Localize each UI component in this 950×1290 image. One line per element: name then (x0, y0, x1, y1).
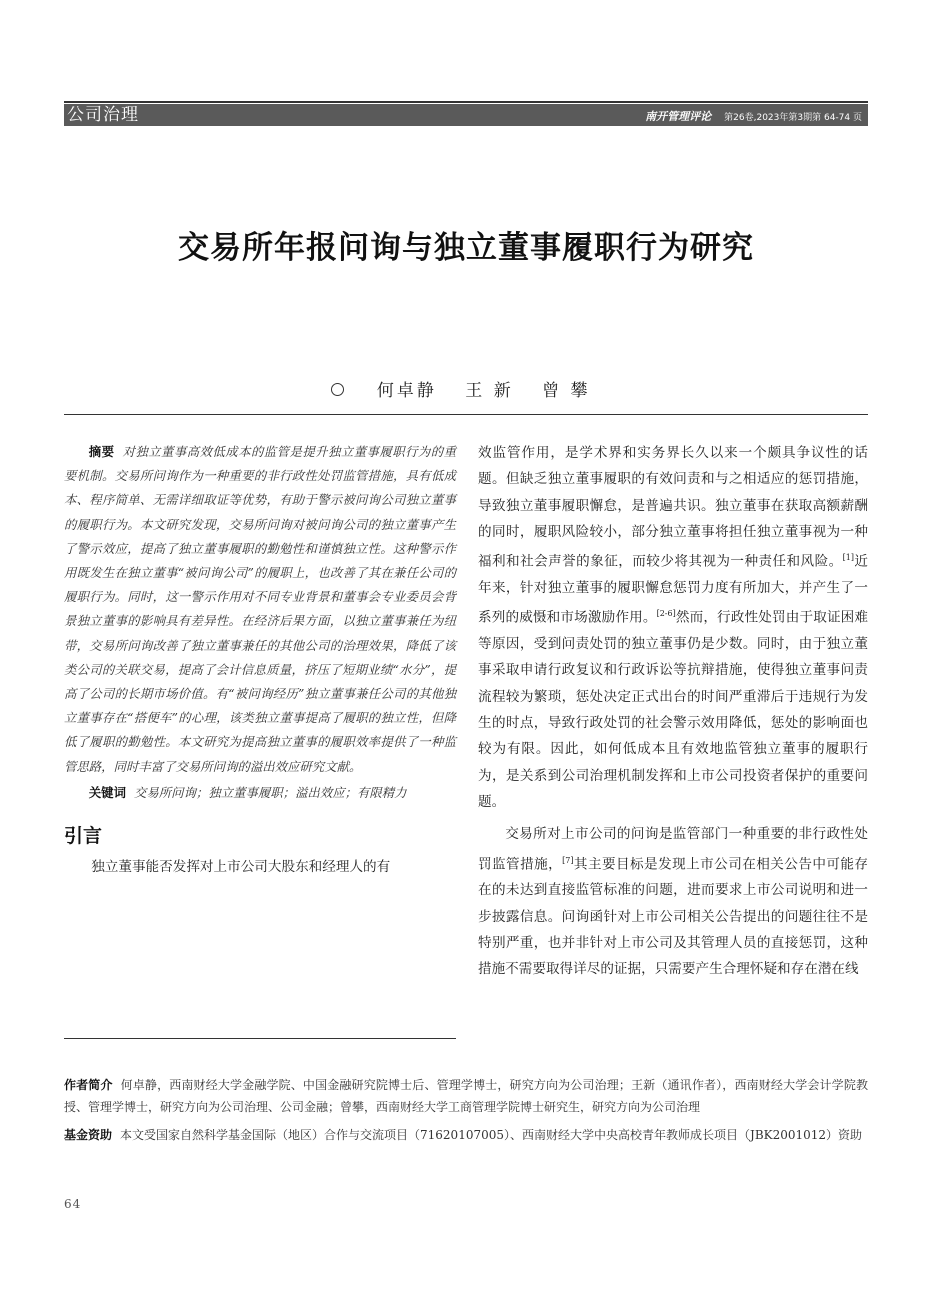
title-rule (64, 414, 868, 415)
circle-icon (331, 383, 344, 396)
citation: [1] (842, 553, 854, 563)
keywords-text: 交易所问询；独立董事履职；溢出效应；有限精力 (133, 784, 407, 800)
right-column (478, 440, 868, 983)
abstract-label: 摘要 (88, 444, 115, 459)
intro-text-left (64, 854, 456, 880)
section-tag: 公司治理 (67, 105, 139, 125)
fund-note-label: 基金资助 (64, 1128, 113, 1142)
paragraph (478, 821, 868, 982)
left-column (64, 440, 456, 880)
journal-name: 南开管理评论 (645, 110, 712, 123)
text-run: 近年来，针对独立董事的履职懈怠惩罚力度有所加大，并产生了一系列的威慑和市场激励作用。 (478, 553, 869, 626)
header-rule (64, 101, 868, 103)
journal-info (645, 104, 862, 129)
keywords-label: 关键词 (88, 784, 126, 800)
text-run: 交易所对上市公司的问询是监管部门一种重要的非行政性处罚监管措施， (478, 826, 868, 873)
author-note-label: 作者简介 (64, 1078, 113, 1092)
footnotes (64, 1074, 868, 1152)
abstract (64, 440, 456, 779)
footnote-rule (64, 1038, 456, 1039)
section-heading: 引言 (64, 825, 103, 848)
author-note (64, 1074, 868, 1118)
keywords (64, 781, 456, 805)
author-line (0, 376, 932, 401)
paper-title: 交易所年报问询与独立董事履职行为研究 (178, 230, 754, 266)
text-run: 然而，行政性处罚由于取证困难等原因，受到问责处罚的独立董事仍是少数。同时，由于独立董事采取申请行政复议和行政诉讼等抗辩措施，使得独立董事问责流程较为繁琐，惩处决定正式出台的时间严重滞后于违规行为发生的时点，导致行政处罚的社会警示效用降低，惩处的影响面也较为有限。因此，如何低成本且有效地监管独立董事的履职行为，是关系到公司治理机制发挥和上市公司投资者保护的重要问题。 (478, 609, 869, 810)
fund-note-text: 本文受国家自然科学基金国际（地区）合作与交流项目（71620107005）、西南财经大学中央高校青年教师成长项目（JBK2001012）资助 (120, 1128, 863, 1142)
paragraph: 独立董事能否发挥对上市公司大股东和经理人的有 (91, 859, 391, 876)
abstract-text: 对独立董事高效低成本的监管是提升独立董事履职行为的重要机制。交易所问询作为一种重要的非行政性处罚监管措施，具有低成本、程序简单、无需详细取证等优势，有助于警示被问询公司独立董事的履职行为。本文研究发现，交易所问询对被问询公司的独立董事产生了警示效应，提高了独立董事履职的勤勉性和谨慎独立性。这种警示作用既发生在独立董事“被问询公司”的履职上，也改善了其在兼任公司的履职行为。同时，这一警示作用对不同专业背景和董事会专业委员会背景独立董事的影响具有差异性。在经济后果方面，以独立董事兼任为纽带，交易所问询改善了独立董事兼任的其他公司的治理效果，降低了该类公司的关联交易，提高了会计信息质量，挤压了短期业绩“水分”，提高了公司的长期市场价值。有“被问询经历”独立董事兼任公司的其他独立董事存在“搭便车”的心理，该类独立董事提高了履职的独立性，但降低了履职的勤勉性。本文研究为提高独立董事的履职效率提供了一种监管思路，同时丰富了交易所问询的溢出效应研究文献。 (64, 444, 457, 774)
page-number: 64 (64, 1197, 82, 1211)
paragraph (478, 440, 868, 815)
citation: [2-6] (656, 609, 676, 619)
text-run: 其主要目标是发现上市公司在相关公告中可能存在的未达到直接监管标准的问题，进而要求上市公司说明和进一步披露信息。问询函针对上市公司相关公告提出的问题往往不是特别严重，也并非针对上市公司及其管理人员的直接惩罚，这种措施不需要取得详尽的证据，只需要产生合理怀疑和存在潜在线 (478, 856, 869, 978)
author-name: 曾 攀 (542, 381, 591, 401)
running-header (64, 104, 868, 126)
fund-note (64, 1124, 868, 1146)
author-note-text: 何卓静，西南财经大学金融学院、中国金融研究院博士后、管理学博士，研究方向为公司治理；王新（通讯作者），西南财经大学会计学院教授、管理学博士，研究方向为公司治理、公司金融；曾攀，西南财经大学工商管理学院博士研究生，研究方向为公司治理 (64, 1078, 868, 1114)
issue-info: 第26卷,2023年第3期第 64-74 页 (724, 113, 862, 123)
text-run: 效监管作用，是学术界和实务界长久以来一个颇具争议性的话题。但缺乏独立董事履职的有效问责和与之相适应的惩罚措施，导致独立董事履职懈怠，是普遍共识。独立董事在获取高额薪酬的同时，履职风险较小，部分独立董事将担任独立董事视为一种福利和社会声誉的象征，而较少将其视为一种责任和风险。 (478, 445, 868, 570)
author-name: 何卓静 (376, 381, 437, 401)
author-name: 王 新 (465, 381, 514, 401)
citation: [7] (562, 855, 574, 865)
